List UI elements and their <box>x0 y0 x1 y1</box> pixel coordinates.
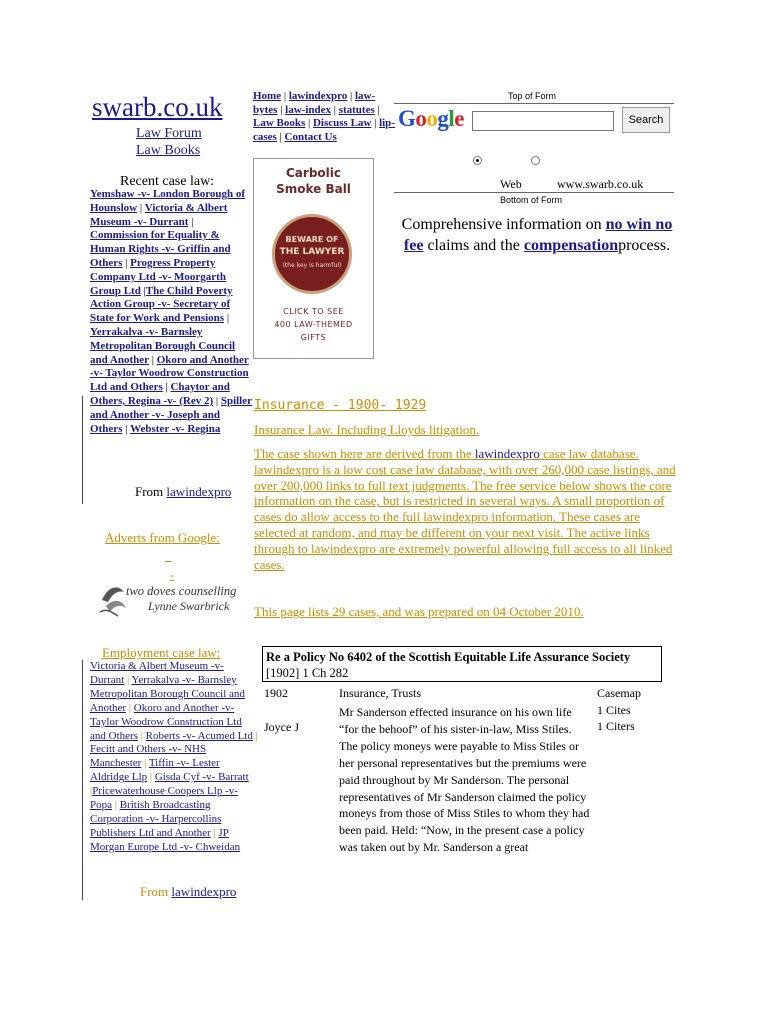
nav-law-bytes-link[interactable]: law-bytes <box>253 90 376 116</box>
recent-case-law-heading: Recent case law: <box>120 174 215 189</box>
form-divider <box>394 192 674 193</box>
beware-lawyer-badge: BEWARE OF THE LAWYER (the key is harmful) <box>272 214 352 294</box>
recent-case-link[interactable]: Progress Property Company Ltd -v- Moorgarth Group Ltd <box>90 256 226 297</box>
case-cites: 1 Cites <box>597 703 631 717</box>
recent-case-link[interactable]: Victoria & Albert Museum -v- Durrant <box>90 201 228 228</box>
advert-link[interactable]: - <box>170 568 174 582</box>
case-category: Insurance, Trusts <box>339 686 422 700</box>
nav-statutes-link[interactable]: statutes <box>338 103 375 116</box>
employment-case-link[interactable]: British Broadcasting Corporation -v- Harpercollins Publishers Ltd and Another <box>90 799 222 839</box>
radio-swarb[interactable] <box>531 156 540 165</box>
nav-lip-cases-link[interactable]: lip-cases <box>253 117 395 143</box>
search-button[interactable]: Search <box>622 107 670 133</box>
recent-case-link[interactable]: Webster -v- Regina <box>130 422 221 435</box>
nav-home-link[interactable]: Home <box>253 90 282 102</box>
law-forum-link[interactable]: Law Forum <box>136 126 202 141</box>
nav-law-books-link[interactable]: Law Books <box>253 117 306 129</box>
lawindexpro-link[interactable]: lawindexpro <box>171 884 237 899</box>
employment-case-link[interactable]: Fecitt and Others -v- NHS Manchester <box>90 743 207 770</box>
adverts-heading <box>105 530 220 546</box>
no-win-no-fee-link[interactable]: no win no fee <box>403 216 673 254</box>
recent-from <box>135 484 231 500</box>
ad-title: Carbolic Smoke Ball <box>276 166 351 196</box>
casemap-label: Casemap <box>597 686 641 700</box>
compensation-link[interactable]: compensation <box>523 237 619 254</box>
from-label: From <box>140 884 172 899</box>
recent-case-link[interactable]: Yemshaw -v- London Borough of Hounslow <box>90 188 246 214</box>
nav-lawindexpro-link[interactable]: lawindexpro <box>288 90 348 102</box>
advert-link[interactable]: _ <box>165 548 172 563</box>
recent-case-link[interactable]: Okoro and Another -v- Taylor Woodrow Construction Ltd and Others <box>90 353 249 394</box>
from-label: From <box>135 484 167 499</box>
adverts-label: Adverts from Google: <box>105 530 220 545</box>
promo-text: Comprehensive information on no win no fee claims and the compensationprocess. <box>401 216 673 254</box>
case-year: 1902 <box>264 686 288 700</box>
intro-paragraph: The case shown here are derived from the lawindexpro case law database. lawindexpro is a low cost case law database, with over 260,000 case listings, and over 200,000 links to full text judgments. The free service below shows the core information on the case, but is restricted in several ways. A small proportion of cases do allow access to the full lawindexpro information. These cases are selected at random, and may be different on your next visit. The active links through to lawindexpro are extremely powerful allowing full access to all linked cases. <box>254 446 676 572</box>
case-summary: Mr Sanderson effected insurance on his own life “for the behoof” of his sister-in-law, Miss Stiles. The policy moneys were payable to Miss Stiles or her personal representatives but the premiums were paid throughout by Mr Sanderson. The personal representatives of Mr Sanderson claimed the policy moneys from those of Miss Stiles to whom they had been paid. Held: “Now, in the present case a policy was taken out by Mr. Sanderson a great <box>339 705 590 855</box>
nav-discuss-law-link[interactable]: Discuss Law <box>312 117 372 129</box>
google-logo[interactable]: Google <box>398 106 464 131</box>
employment-case-link[interactable]: Yerrakalva -v- Barnsley Metropolitan Borough Council and Another <box>90 673 245 714</box>
case-citation: [1902] 1 Ch 282 <box>266 666 349 680</box>
top-of-form-label: Top of Form <box>508 91 557 101</box>
recent-case-list: Yemshaw -v- London Borough of Hounslow | Victoria & Albert Museum -v- Durrant | Commission for Equality & Human Rights -v- Griffin and Others | Progress Property Company Ltd -v- Moorgarth Group Ltd |The Child Poverty Action Group -v- Secretary of State for Work and Pensions | Yerrakalva -v- Barnsley Metropolitan Borough Council and Another | Okoro and Another -v- Taylor Woodrow Construction Ltd and Others | Chaytor and Others, Regina -v- (Rev 2) | Spiller and Another -v- Joseph and Others | Webster -v- Regina <box>90 188 252 435</box>
site-title-link[interactable]: swarb.co.uk <box>92 92 223 122</box>
nav-law-index-link[interactable]: law-index <box>285 103 331 116</box>
recent-case-link[interactable]: Yerrakalva -v- Barnsley Metropolitan Borough Council and Another <box>90 325 236 366</box>
case-judge: Joyce J <box>264 720 299 734</box>
case-title[interactable]: Re a Policy No 6402 of the Scottish Equitable Life Assurance Society [1902] 1 Ch 282 <box>266 650 631 680</box>
employment-case-link[interactable]: Roberts -v- Acumed Ltd <box>145 729 253 742</box>
radio-swarb-label: www.swarb.co.uk <box>557 177 644 191</box>
employment-case-link[interactable]: JP Morgan Europe Ltd -v- Chweidan <box>90 826 241 853</box>
employment-case-link[interactable]: Victoria & Albert Museum -v- Durrant <box>90 660 224 686</box>
page-info: This page lists 29 cases, and was prepared on 04 October 2010. <box>254 604 584 619</box>
radio-web[interactable] <box>473 156 482 165</box>
employment-case-law-heading: Employment case law: <box>102 645 221 660</box>
top-nav: Home | lawindexpro | law-bytes | law-index | statutes | Law Books | Discuss Law | lip-cases | Contact Us <box>253 90 395 143</box>
recent-case-link[interactable]: Commission for Equality & Human Rights -v- Griffin and Others <box>90 229 231 269</box>
recent-case-link[interactable]: Spiller and Another -v- Joseph and Others <box>90 394 252 435</box>
two-doves-counselling-logo[interactable] <box>96 578 246 620</box>
lawindexpro-link[interactable]: lawindexpro <box>474 446 540 461</box>
lawindexpro-link[interactable]: lawindexpro <box>166 484 232 499</box>
logo-text-line1: two doves counselling <box>126 584 237 598</box>
left-nav <box>136 125 202 159</box>
recent-case-link[interactable]: Chaytor and Others, Regina -v- (Rev 2) <box>90 381 230 407</box>
carbolic-smoke-ball-ad[interactable] <box>253 158 374 359</box>
employment-from <box>140 884 236 900</box>
form-divider <box>394 103 674 104</box>
radio-web-label: Web <box>500 177 522 191</box>
ad-cta: CLICK TO SEE 400 LAW-THEMED GIFTS <box>274 307 353 342</box>
law-books-link[interactable]: Law Books <box>136 143 201 158</box>
recent-case-link[interactable]: The Child Poverty Action Group -v- Secretary of State for Work and Pensions <box>90 284 233 325</box>
nav-contact-us-link[interactable]: Contact Us <box>284 130 337 143</box>
page-subtitle: Insurance Law. Including Lloyds litigation. <box>254 422 480 437</box>
page-title: Insurance - 1900- 1929 <box>254 398 427 413</box>
search-input[interactable] <box>472 111 614 131</box>
employment-case-link[interactable]: Pricewaterhouse Coopers Llp -v- Popa <box>90 785 238 812</box>
employment-case-link[interactable]: Okoro and Another -v- Taylor Woodrow Construction Ltd and Others <box>90 701 242 742</box>
employment-case-link[interactable]: Tiffin -v- Lester Aldridge Llp <box>90 757 220 784</box>
left-divider <box>82 396 83 504</box>
left-divider <box>82 660 83 900</box>
case-citers: 1 Citers <box>597 719 635 733</box>
bottom-of-form-label: Bottom of Form <box>500 195 563 205</box>
employment-case-list: Victoria & Albert Museum -v- Durrant | Yerrakalva -v- Barnsley Metropolitan Borough Council and Another | Okoro and Another -v- Taylor Woodrow Construction Ltd and Others | Roberts -v- Acumed Ltd | Fecitt and Others -v- NHS Manchester | Tiffin -v- Lester Aldridge Llp | Gisda Cyf -v- Barratt |Pricewaterhouse Coopers Llp -v- Popa | British Broadcasting Corporation -v- Harpercollins Publishers Ltd and Another | JP Morgan Europe Ltd -v- Chweidan <box>90 660 258 853</box>
logo-text-line2: Lynne Swarbrick <box>148 599 230 613</box>
employment-case-link[interactable]: Gisda Cyf -v- Barratt <box>154 771 249 784</box>
